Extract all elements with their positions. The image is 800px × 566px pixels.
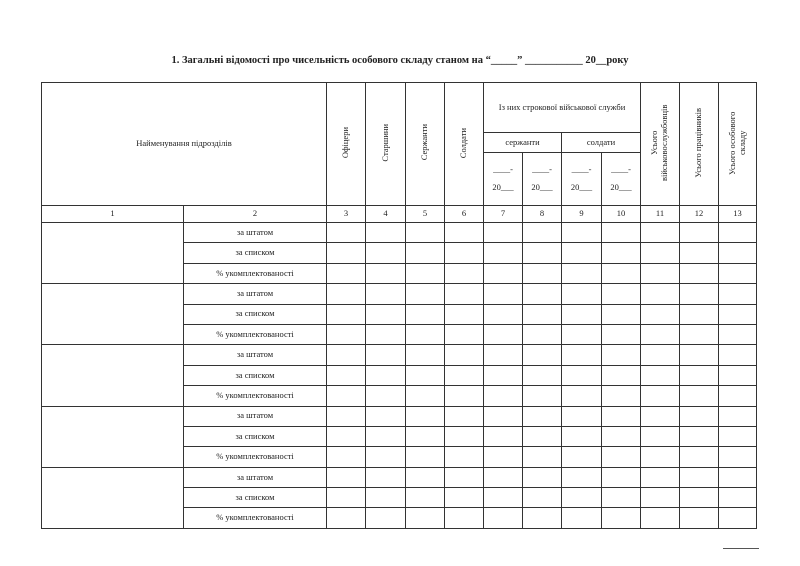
- value-cell[interactable]: [680, 365, 719, 385]
- value-cell[interactable]: [641, 386, 680, 406]
- value-cell[interactable]: [484, 284, 523, 304]
- value-cell[interactable]: [406, 508, 445, 528]
- value-cell[interactable]: [719, 345, 757, 365]
- value-cell[interactable]: [641, 304, 680, 324]
- value-cell[interactable]: [562, 345, 602, 365]
- value-cell[interactable]: [327, 223, 366, 243]
- value-cell[interactable]: [406, 386, 445, 406]
- table-row: [42, 467, 757, 487]
- value-cell[interactable]: [445, 223, 484, 243]
- value-cell[interactable]: [562, 365, 602, 385]
- value-cell[interactable]: [406, 365, 445, 385]
- column-number: 1: [42, 206, 184, 223]
- value-cell[interactable]: [562, 447, 602, 467]
- value-cell[interactable]: [523, 508, 562, 528]
- value-cell[interactable]: [327, 345, 366, 365]
- value-cell[interactable]: [327, 508, 366, 528]
- value-cell[interactable]: [445, 324, 484, 344]
- value-cell[interactable]: [406, 426, 445, 446]
- value-cell[interactable]: [445, 488, 484, 508]
- value-cell[interactable]: [484, 406, 523, 426]
- value-cell[interactable]: [602, 488, 641, 508]
- column-number: 11: [641, 206, 680, 223]
- value-cell[interactable]: [484, 447, 523, 467]
- value-cell[interactable]: [445, 508, 484, 528]
- row-label-percent: % укомплектованості: [184, 508, 327, 528]
- row-label-percent: % укомплектованості: [184, 386, 327, 406]
- column-number: 5: [406, 206, 445, 223]
- value-cell[interactable]: [641, 447, 680, 467]
- value-cell[interactable]: [366, 447, 406, 467]
- row-label-percent: % укомплектованості: [184, 263, 327, 283]
- value-cell[interactable]: [602, 284, 641, 304]
- value-cell[interactable]: [406, 324, 445, 344]
- value-cell[interactable]: [719, 406, 757, 426]
- column-number: 4: [366, 206, 406, 223]
- personnel-table: [41, 82, 757, 529]
- value-cell[interactable]: [523, 488, 562, 508]
- value-cell[interactable]: [680, 304, 719, 324]
- value-cell[interactable]: [680, 386, 719, 406]
- value-cell[interactable]: [327, 324, 366, 344]
- value-cell[interactable]: [602, 508, 641, 528]
- value-cell[interactable]: [366, 386, 406, 406]
- value-cell[interactable]: [327, 426, 366, 446]
- value-cell[interactable]: [445, 406, 484, 426]
- value-cell[interactable]: [602, 406, 641, 426]
- header-conscript-soldiers: солдати: [562, 133, 641, 153]
- value-cell[interactable]: [366, 263, 406, 283]
- header-soldiers: Солдати: [445, 83, 484, 206]
- footer-line: [723, 548, 759, 549]
- value-cell[interactable]: [406, 263, 445, 283]
- value-cell[interactable]: [445, 284, 484, 304]
- value-cell[interactable]: [366, 345, 406, 365]
- row-label-percent: % укомплектованості: [184, 324, 327, 344]
- value-cell[interactable]: [406, 488, 445, 508]
- value-cell[interactable]: [445, 365, 484, 385]
- value-cell[interactable]: [602, 447, 641, 467]
- value-cell[interactable]: [602, 365, 641, 385]
- value-cell[interactable]: [680, 467, 719, 487]
- value-cell[interactable]: [523, 406, 562, 426]
- value-cell[interactable]: [484, 426, 523, 446]
- header-total-workers: Усього працівників: [680, 83, 719, 206]
- value-cell[interactable]: [641, 324, 680, 344]
- value-cell[interactable]: [602, 223, 641, 243]
- value-cell[interactable]: [680, 243, 719, 263]
- value-cell[interactable]: [680, 426, 719, 446]
- value-cell[interactable]: [484, 386, 523, 406]
- value-cell[interactable]: [719, 263, 757, 283]
- value-cell[interactable]: [562, 406, 602, 426]
- header-senior: Старшини: [366, 83, 406, 206]
- value-cell[interactable]: [562, 467, 602, 487]
- row-label-percent: % укомплектованості: [184, 447, 327, 467]
- date-cell: ____- 20___: [562, 153, 602, 206]
- value-cell[interactable]: [366, 365, 406, 385]
- table-row: [42, 345, 757, 365]
- header-officers: Офіцери: [327, 83, 366, 206]
- column-number: 12: [680, 206, 719, 223]
- value-cell[interactable]: [523, 223, 562, 243]
- value-cell[interactable]: [641, 488, 680, 508]
- value-cell[interactable]: [523, 365, 562, 385]
- value-cell[interactable]: [484, 263, 523, 283]
- page-title: 1. Загальні відомості про чисельність особового складу станом на “_____” ___________ 20__року: [171, 55, 629, 66]
- value-cell[interactable]: [523, 467, 562, 487]
- header-unit-name: Найменування підрозділів: [42, 83, 327, 206]
- value-cell[interactable]: [366, 223, 406, 243]
- value-cell[interactable]: [327, 386, 366, 406]
- value-cell[interactable]: [445, 467, 484, 487]
- value-cell[interactable]: [484, 508, 523, 528]
- value-cell[interactable]: [366, 508, 406, 528]
- row-label-list: за списком: [184, 488, 327, 508]
- column-number: 10: [602, 206, 641, 223]
- value-cell[interactable]: [366, 426, 406, 446]
- value-cell[interactable]: [719, 386, 757, 406]
- value-cell[interactable]: [719, 488, 757, 508]
- value-cell[interactable]: [366, 243, 406, 263]
- value-cell[interactable]: [445, 243, 484, 263]
- value-cell[interactable]: [680, 488, 719, 508]
- header-sergeants: Сержанти: [406, 83, 445, 206]
- row-label-list: за списком: [184, 243, 327, 263]
- table-row: [42, 406, 757, 426]
- row-label-staff: за штатом: [184, 406, 327, 426]
- value-cell[interactable]: [523, 345, 562, 365]
- value-cell[interactable]: [680, 263, 719, 283]
- value-cell[interactable]: [680, 284, 719, 304]
- header-conscript-group: Із них строкової військової служби: [484, 83, 641, 133]
- value-cell[interactable]: [406, 345, 445, 365]
- value-cell[interactable]: [562, 488, 602, 508]
- value-cell[interactable]: [484, 304, 523, 324]
- value-cell[interactable]: [484, 365, 523, 385]
- value-cell[interactable]: [680, 345, 719, 365]
- row-label-list: за списком: [184, 365, 327, 385]
- value-cell[interactable]: [641, 406, 680, 426]
- value-cell[interactable]: [680, 447, 719, 467]
- value-cell[interactable]: [406, 223, 445, 243]
- value-cell[interactable]: [719, 284, 757, 304]
- value-cell[interactable]: [719, 426, 757, 446]
- unit-name-cell[interactable]: [42, 345, 184, 406]
- column-number: 6: [445, 206, 484, 223]
- value-cell[interactable]: [327, 263, 366, 283]
- value-cell[interactable]: [406, 243, 445, 263]
- row-label-staff: за штатом: [184, 345, 327, 365]
- value-cell[interactable]: [719, 223, 757, 243]
- value-cell[interactable]: [366, 467, 406, 487]
- value-cell[interactable]: [523, 284, 562, 304]
- value-cell[interactable]: [366, 488, 406, 508]
- header-total-personnel: Усього особового складу: [719, 83, 757, 206]
- value-cell[interactable]: [484, 223, 523, 243]
- value-cell[interactable]: [406, 447, 445, 467]
- value-cell[interactable]: [641, 243, 680, 263]
- value-cell[interactable]: [484, 324, 523, 344]
- column-number: 9: [562, 206, 602, 223]
- table-row: [42, 284, 757, 304]
- unit-name-cell[interactable]: [42, 406, 184, 467]
- value-cell[interactable]: [445, 263, 484, 283]
- value-cell[interactable]: [523, 386, 562, 406]
- value-cell[interactable]: [484, 345, 523, 365]
- value-cell[interactable]: [562, 284, 602, 304]
- row-label-list: за списком: [184, 304, 327, 324]
- value-cell[interactable]: [602, 263, 641, 283]
- value-cell[interactable]: [602, 324, 641, 344]
- value-cell[interactable]: [523, 263, 562, 283]
- header-total-servicemen: Усього військовослужбовців: [641, 83, 680, 206]
- unit-name-cell[interactable]: [42, 223, 184, 284]
- value-cell[interactable]: [680, 406, 719, 426]
- value-cell[interactable]: [719, 508, 757, 528]
- value-cell[interactable]: [366, 406, 406, 426]
- unit-name-cell[interactable]: [42, 467, 184, 528]
- value-cell[interactable]: [719, 304, 757, 324]
- table-row: [42, 223, 757, 243]
- column-number-row: [42, 206, 757, 223]
- value-cell[interactable]: [484, 243, 523, 263]
- value-cell[interactable]: [406, 304, 445, 324]
- row-label-staff: за штатом: [184, 467, 327, 487]
- value-cell[interactable]: [327, 406, 366, 426]
- value-cell[interactable]: [562, 508, 602, 528]
- column-number: 7: [484, 206, 523, 223]
- row-label-staff: за штатом: [184, 223, 327, 243]
- value-cell[interactable]: [366, 284, 406, 304]
- value-cell[interactable]: [719, 243, 757, 263]
- row-label-list: за списком: [184, 426, 327, 446]
- value-cell[interactable]: [602, 345, 641, 365]
- date-cell: ____- 20___: [523, 153, 562, 206]
- value-cell[interactable]: [719, 467, 757, 487]
- value-cell[interactable]: [523, 304, 562, 324]
- column-number: 8: [523, 206, 562, 223]
- value-cell[interactable]: [406, 406, 445, 426]
- unit-name-cell[interactable]: [42, 284, 184, 345]
- date-cell: ____- 20___: [602, 153, 641, 206]
- column-number: 13: [719, 206, 757, 223]
- value-cell[interactable]: [523, 243, 562, 263]
- value-cell[interactable]: [680, 223, 719, 243]
- value-cell[interactable]: [641, 345, 680, 365]
- value-cell[interactable]: [327, 365, 366, 385]
- value-cell[interactable]: [719, 447, 757, 467]
- value-cell[interactable]: [484, 467, 523, 487]
- value-cell[interactable]: [327, 447, 366, 467]
- date-cell: ____- 20___: [484, 153, 523, 206]
- value-cell[interactable]: [327, 284, 366, 304]
- value-cell[interactable]: [445, 426, 484, 446]
- value-cell[interactable]: [680, 508, 719, 528]
- value-cell[interactable]: [562, 324, 602, 344]
- column-number: 3: [327, 206, 366, 223]
- value-cell[interactable]: [562, 223, 602, 243]
- value-cell[interactable]: [523, 426, 562, 446]
- value-cell[interactable]: [562, 263, 602, 283]
- value-cell[interactable]: [406, 284, 445, 304]
- value-cell[interactable]: [641, 263, 680, 283]
- value-cell[interactable]: [641, 467, 680, 487]
- value-cell[interactable]: [366, 324, 406, 344]
- value-cell[interactable]: [562, 243, 602, 263]
- value-cell[interactable]: [602, 467, 641, 487]
- row-label-staff: за штатом: [184, 284, 327, 304]
- value-cell[interactable]: [602, 243, 641, 263]
- value-cell[interactable]: [484, 488, 523, 508]
- value-cell[interactable]: [719, 324, 757, 344]
- value-cell[interactable]: [523, 447, 562, 467]
- value-cell[interactable]: [602, 304, 641, 324]
- value-cell[interactable]: [602, 426, 641, 446]
- value-cell[interactable]: [641, 365, 680, 385]
- header-conscript-sergeants: сержанти: [484, 133, 562, 153]
- value-cell[interactable]: [406, 467, 445, 487]
- value-cell[interactable]: [641, 508, 680, 528]
- value-cell[interactable]: [602, 386, 641, 406]
- value-cell[interactable]: [641, 284, 680, 304]
- value-cell[interactable]: [641, 223, 680, 243]
- value-cell[interactable]: [523, 324, 562, 344]
- value-cell[interactable]: [327, 304, 366, 324]
- value-cell[interactable]: [445, 386, 484, 406]
- value-cell[interactable]: [445, 447, 484, 467]
- value-cell[interactable]: [719, 365, 757, 385]
- value-cell[interactable]: [327, 467, 366, 487]
- value-cell[interactable]: [641, 426, 680, 446]
- value-cell[interactable]: [366, 304, 406, 324]
- value-cell[interactable]: [562, 426, 602, 446]
- value-cell[interactable]: [327, 243, 366, 263]
- column-number: 2: [184, 206, 327, 223]
- value-cell[interactable]: [562, 386, 602, 406]
- value-cell[interactable]: [562, 304, 602, 324]
- value-cell[interactable]: [680, 324, 719, 344]
- value-cell[interactable]: [445, 345, 484, 365]
- value-cell[interactable]: [327, 488, 366, 508]
- value-cell[interactable]: [445, 304, 484, 324]
